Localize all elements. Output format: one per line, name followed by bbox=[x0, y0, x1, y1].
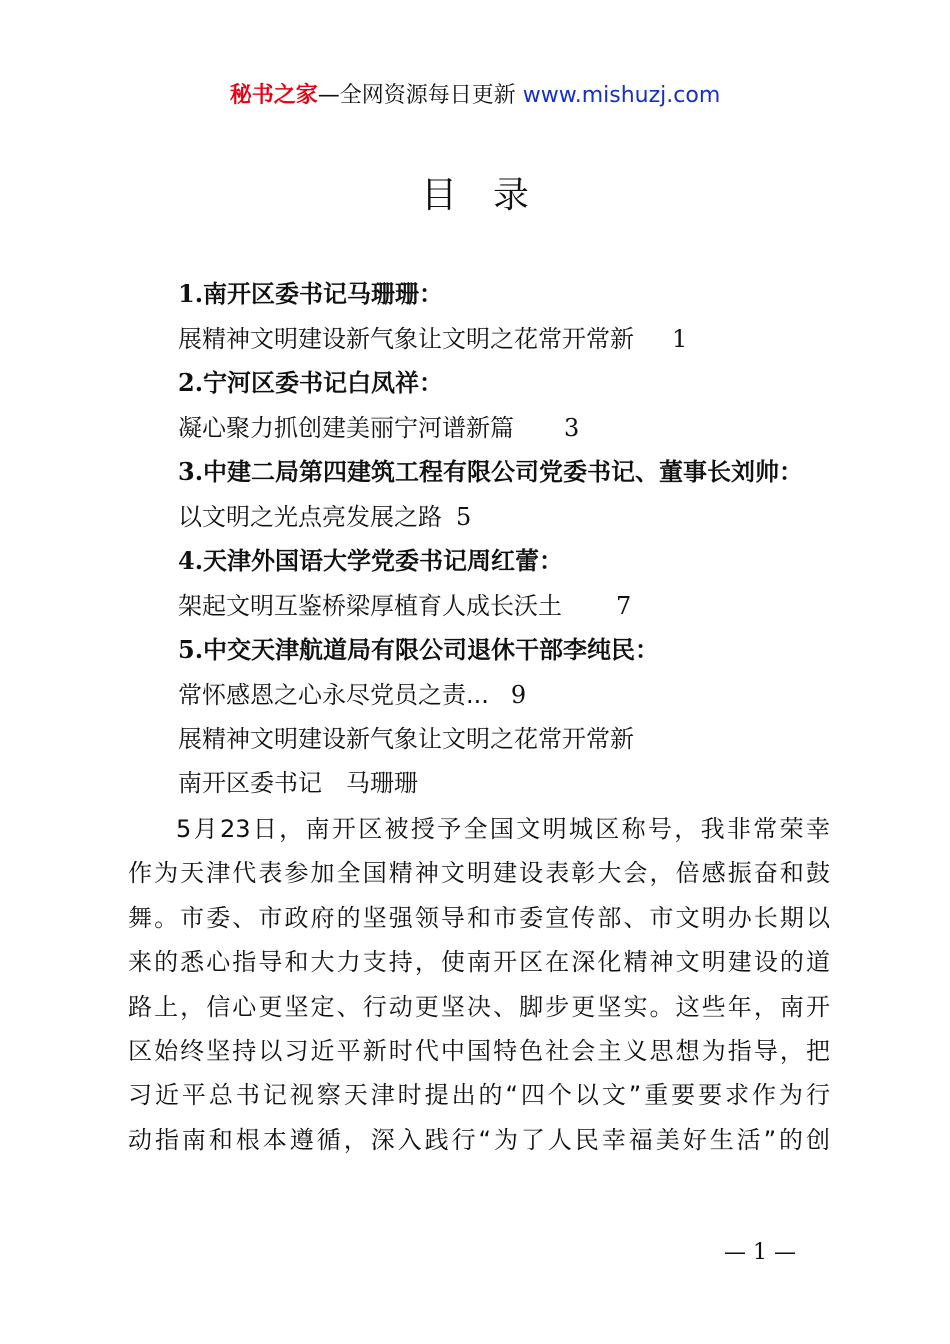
banner-url-link[interactable]: www.mishuzj.com bbox=[522, 83, 721, 108]
article-body bbox=[128, 807, 830, 1162]
banner-tagline: —全网资源每日更新 bbox=[317, 83, 523, 108]
toc-entry-page-number: 9 bbox=[510, 680, 527, 709]
body-line: 动指南和根本遵循，深入践行“为了人民幸福美好生活”的创 bbox=[128, 1125, 830, 1154]
toc-entry-1-heading: 1.南开区委书记马珊珊： bbox=[178, 279, 444, 308]
toc-entry-3-subtitle bbox=[178, 495, 878, 540]
toc-entry-2-heading: 2.宁河区委书记白凤祥： bbox=[178, 368, 444, 397]
toc-entry-5-subtitle bbox=[178, 673, 878, 718]
toc-entry-subtitle-text: 常怀感恩之心永尽党员之责... bbox=[178, 680, 489, 709]
toc-entry-subtitle-text: 架起文明互鉴桥梁厚植育人成长沃土 bbox=[178, 591, 562, 620]
body-line: 习近平总书记视察天津时提出的“四个以文”重要要求作为行 bbox=[128, 1081, 830, 1110]
toc-entry-1-subtitle bbox=[178, 317, 878, 362]
toc-entry-page-number: 1 bbox=[672, 324, 688, 353]
body-line: 来的悉心指导和大力支持，使南开区在深化精神文明建设的道 bbox=[128, 948, 830, 977]
article-author bbox=[178, 761, 418, 806]
body-line: 5月23日，南开区被授予全国文明城区称号，我非常荣幸 bbox=[176, 815, 830, 843]
author-position: 南开区委书记 bbox=[178, 769, 322, 797]
toc-entry-subtitle-text: 展精神文明建设新气象让文明之花常开常新 bbox=[178, 324, 634, 353]
toc-entry-4-subtitle bbox=[178, 584, 878, 629]
toc-entry-3-heading: 3.中建二局第四建筑工程有限公司党委书记、董事长刘帅： bbox=[178, 457, 804, 486]
toc-entry-subtitle-text: 凝心聚力抓创建美丽宁河谱新篇 bbox=[178, 413, 514, 442]
toc-entry-page-number: 5 bbox=[456, 502, 472, 531]
toc-entry-5-heading: 5.中交天津航道局有限公司退休干部李纯民： bbox=[178, 635, 660, 664]
body-line: 区始终坚持以习近平新时代中国特色社会主义思想为指导，把 bbox=[128, 1036, 830, 1065]
toc-entry-page-number: 7 bbox=[616, 591, 632, 620]
toc-entry-subtitle-text: 以文明之光点亮发展之路 bbox=[178, 502, 442, 531]
author-name: 马珊珊 bbox=[346, 769, 418, 797]
page-number: — 1 — bbox=[724, 1240, 796, 1265]
article-title: 展精神文明建设新气象让文明之花常开常新 bbox=[178, 725, 634, 753]
toc-entry-4-heading: 4.天津外国语大学党委书记周红蕾： bbox=[178, 546, 564, 575]
toc-entry-page-number: 3 bbox=[564, 413, 580, 442]
body-line: 舞。市委、市政府的坚强领导和市委宣传部、市文明办长期以 bbox=[128, 903, 830, 932]
toc-entry-2-subtitle bbox=[178, 406, 878, 451]
table-of-contents bbox=[178, 272, 878, 717]
body-line: 路上，信心更坚定、行动更坚决、脚步更坚实。这些年，南开 bbox=[128, 992, 830, 1021]
body-line: 作为天津代表参加全国精神文明建设表彰大会，倍感振奋和鼓 bbox=[128, 859, 830, 888]
banner-brand: 秘书之家 bbox=[229, 83, 318, 108]
toc-title: 目录 bbox=[420, 175, 565, 216]
site-banner bbox=[0, 80, 950, 112]
